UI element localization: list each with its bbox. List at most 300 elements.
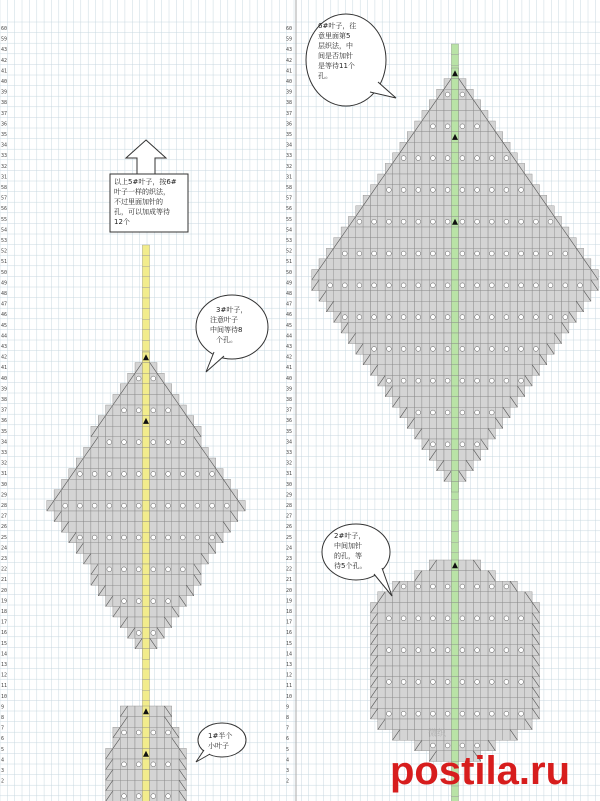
callout-leaf3-line: 注意叶子 <box>210 316 238 324</box>
center-stitch <box>451 227 458 238</box>
stitch-cell <box>356 301 363 312</box>
stitch-cell <box>179 511 186 522</box>
stitch-cell <box>510 195 517 206</box>
stitch-cell <box>120 447 127 458</box>
stitch-cell <box>510 365 517 376</box>
eyelet-hole <box>122 472 127 477</box>
stitch-cell <box>473 666 480 677</box>
stitch-cell <box>459 195 466 206</box>
row-number: 3 <box>286 768 290 774</box>
eyelet-hole <box>460 584 465 589</box>
stitch-cell <box>209 490 216 501</box>
row-number: 58 <box>1 185 8 191</box>
stitch-cell <box>363 269 370 280</box>
row-number: 57 <box>286 195 293 202</box>
stitch-cell <box>135 706 142 717</box>
stitch-cell <box>525 259 532 270</box>
row-number: 37 <box>286 110 293 117</box>
eyelet-hole <box>475 584 480 589</box>
stitch-cell <box>444 100 451 111</box>
row-number: 2 <box>286 778 290 785</box>
center-stitch <box>451 613 458 624</box>
stitch-cell <box>164 416 171 427</box>
stitch-cell <box>481 645 488 656</box>
stitch-cell <box>415 322 422 333</box>
stitch-cell <box>503 269 510 280</box>
stitch-cell <box>510 354 517 365</box>
stitch-cell <box>407 238 414 249</box>
stitch-cell <box>69 500 76 511</box>
stitch-cell <box>459 322 466 333</box>
stitch-cell <box>385 634 392 645</box>
stitch-cell <box>150 384 157 395</box>
center-stitch <box>142 479 149 490</box>
stitch-cell <box>437 206 444 217</box>
stitch-cell <box>179 426 186 437</box>
stitch-cell <box>407 397 414 408</box>
eyelet-hole <box>210 535 215 540</box>
row-number: 7 <box>286 725 290 732</box>
stitch-cell <box>422 428 429 439</box>
row-number: 46 <box>1 312 8 319</box>
stitch-cell <box>444 132 451 143</box>
stitch-cell <box>488 365 495 376</box>
stitch-cell <box>98 511 105 522</box>
stitch-cell <box>459 698 466 709</box>
eyelet-hole <box>78 535 83 540</box>
stitch-cell <box>437 592 444 603</box>
callout-leaf2-line: 的孔，等 <box>334 552 362 560</box>
stem-stitch <box>142 330 149 341</box>
stitch-cell <box>186 447 193 458</box>
eyelet-hole <box>489 648 494 653</box>
row-number: 30 <box>286 481 293 488</box>
stitch-cell <box>106 543 113 554</box>
stitch-cell <box>444 269 451 280</box>
stitch-cell <box>444 206 451 217</box>
stitch-cell <box>510 677 517 688</box>
stitch-cell <box>385 206 392 217</box>
eyelet-hole <box>107 472 112 477</box>
stitch-cell <box>164 426 171 437</box>
stitch-cell <box>429 142 436 153</box>
stitch-cell <box>400 698 407 709</box>
stitch-cell <box>113 522 120 533</box>
stitch-cell <box>547 333 554 344</box>
stitch-cell <box>120 748 127 759</box>
eyelet-hole <box>78 503 83 508</box>
stitch-cell <box>481 730 488 741</box>
stitch-cell <box>415 132 422 143</box>
callout-leaf1-line: 小叶子 <box>208 742 229 750</box>
row-number: 34 <box>286 142 293 149</box>
stitch-cell <box>437 386 444 397</box>
stitch-cell <box>503 163 510 174</box>
eyelet-hole <box>431 616 436 621</box>
stitch-cell <box>106 490 113 501</box>
stitch-cell <box>503 602 510 613</box>
stitch-cell <box>157 458 164 469</box>
eyelet-hole <box>180 440 185 445</box>
stitch-cell <box>437 407 444 418</box>
row-number: 23 <box>286 556 293 562</box>
stitch-cell <box>157 791 164 801</box>
stitch-cell <box>525 645 532 656</box>
stitch-cell <box>459 301 466 312</box>
stitch-cell <box>510 174 517 185</box>
stitch-cell <box>532 259 539 270</box>
stitch-cell <box>135 416 142 427</box>
stitch-cell <box>429 322 436 333</box>
stitch-cell <box>363 291 370 302</box>
row-number: 27 <box>1 513 8 520</box>
stitch-cell <box>473 418 480 429</box>
stitch-cell <box>179 585 186 596</box>
center-stitch <box>142 384 149 395</box>
eyelet-hole <box>475 410 480 415</box>
stitch-cell <box>120 575 127 586</box>
stitch-cell <box>98 522 105 533</box>
callout-top-left-line: 以上5#叶子，按6# <box>114 178 177 186</box>
stitch-cell <box>76 490 83 501</box>
stitch-cell <box>437 132 444 143</box>
eyelet-hole <box>475 442 480 447</box>
eyelet-hole <box>475 378 480 383</box>
stitch-cell <box>532 227 539 238</box>
stitch-cell <box>128 447 135 458</box>
stitch-cell <box>186 479 193 490</box>
stitch-cell <box>393 291 400 302</box>
stitch-cell <box>172 759 179 770</box>
stitch-cell <box>113 575 120 586</box>
stitch-cell <box>415 195 422 206</box>
stitch-cell <box>547 227 554 238</box>
stitch-cell <box>128 759 135 770</box>
stitch-cell <box>150 479 157 490</box>
stitch-cell <box>495 142 502 153</box>
stitch-cell <box>503 206 510 217</box>
stitch-cell <box>437 163 444 174</box>
eyelet-hole <box>460 251 465 256</box>
stitch-cell <box>157 717 164 728</box>
stitch-cell <box>91 553 98 564</box>
stitch-cell <box>422 322 429 333</box>
stitch-cell <box>150 606 157 617</box>
stitch-cell <box>393 375 400 386</box>
stitch-cell <box>98 447 105 458</box>
stitch-cell <box>429 592 436 603</box>
stitch-cell <box>326 291 333 302</box>
stitch-cell <box>120 479 127 490</box>
stitch-cell <box>422 227 429 238</box>
stitch-cell <box>466 439 473 450</box>
stitch-cell <box>473 365 480 376</box>
stitch-cell <box>172 564 179 575</box>
row-number: 20 <box>1 587 8 594</box>
callout-leaf3-line: 3#叶子， <box>216 306 248 314</box>
row-number: 47 <box>286 301 293 308</box>
eyelet-hole <box>534 219 539 224</box>
eyelet-hole <box>489 584 494 589</box>
stitch-cell <box>172 469 179 480</box>
stitch-cell <box>91 543 98 554</box>
row-number: 16 <box>1 630 8 637</box>
stem-stitch <box>142 298 149 309</box>
stitch-cell <box>422 238 429 249</box>
callout-top-left-line: 12个 <box>114 218 130 226</box>
stitch-cell <box>437 248 444 259</box>
stitch-cell <box>84 532 91 543</box>
row-number: 6 <box>1 736 5 743</box>
stitch-cell <box>128 738 135 749</box>
stitch-cell <box>444 687 451 698</box>
stitch-cell <box>201 479 208 490</box>
row-number: 23 <box>1 556 8 562</box>
eyelet-hole <box>387 283 392 288</box>
stitch-cell <box>503 397 510 408</box>
stitch-cell <box>128 532 135 543</box>
stitch-cell <box>569 248 576 259</box>
stitch-cell <box>540 259 547 270</box>
stitch-cell <box>459 354 466 365</box>
stitch-cell <box>378 322 385 333</box>
stitch-cell <box>128 511 135 522</box>
stitch-cell <box>363 248 370 259</box>
stitch-cell <box>488 592 495 603</box>
row-number: 29 <box>1 492 8 499</box>
eyelet-hole <box>460 283 465 288</box>
stitch-cell <box>532 206 539 217</box>
stitch-cell <box>128 384 135 395</box>
eyelet-hole <box>136 730 141 735</box>
stitch-cell <box>510 602 517 613</box>
row-number: 22 <box>1 566 8 573</box>
stitch-cell <box>407 645 414 656</box>
row-number: 14 <box>1 651 8 658</box>
eyelet-hole <box>401 680 406 685</box>
stitch-cell <box>488 259 495 270</box>
stitch-cell <box>459 460 466 471</box>
stitch-cell <box>407 333 414 344</box>
stitch-cell <box>128 727 135 738</box>
stitch-cell <box>407 354 414 365</box>
eyelet-hole <box>504 378 509 383</box>
stitch-cell <box>429 428 436 439</box>
stitch-cell <box>459 687 466 698</box>
eyelet-hole <box>489 347 494 352</box>
eyelet-hole <box>563 283 568 288</box>
stitch-cell <box>525 291 532 302</box>
stitch-cell <box>194 511 201 522</box>
stitch-cell <box>150 780 157 791</box>
stitch-cell <box>407 708 414 719</box>
stitch-cell <box>378 301 385 312</box>
row-number: 42 <box>286 354 293 361</box>
stitch-cell <box>554 322 561 333</box>
stitch-cell <box>481 269 488 280</box>
stitch-cell <box>407 677 414 688</box>
eyelet-hole <box>445 92 450 97</box>
center-stitch <box>451 581 458 592</box>
stitch-cell <box>503 687 510 698</box>
eyelet-hole <box>489 156 494 161</box>
stitch-cell <box>481 407 488 418</box>
stitch-cell <box>164 447 171 458</box>
stitch-cell <box>186 553 193 564</box>
stitch-cell <box>150 617 157 628</box>
stitch-cell <box>128 405 135 416</box>
stitch-cell <box>400 259 407 270</box>
stitch-cell <box>540 216 547 227</box>
callout-leaf3-line: 中间等待8 <box>210 326 243 334</box>
stitch-cell <box>400 386 407 397</box>
eyelet-hole <box>504 219 509 224</box>
eyelet-hole <box>489 219 494 224</box>
stem-stitch <box>142 287 149 298</box>
eyelet-hole <box>445 442 450 447</box>
stitch-cell <box>437 677 444 688</box>
row-number: 55 <box>286 216 293 223</box>
stem-stitch <box>142 680 149 691</box>
stitch-cell <box>503 655 510 666</box>
eyelet-hole <box>548 219 553 224</box>
stitch-cell <box>503 354 510 365</box>
eyelet-hole <box>92 535 97 540</box>
eyelet-hole <box>195 472 200 477</box>
stitch-cell <box>157 585 164 596</box>
stitch-cell <box>172 770 179 781</box>
stitch-cell <box>503 698 510 709</box>
stitch-cell <box>444 602 451 613</box>
center-stitch <box>142 638 149 649</box>
stitch-cell <box>488 655 495 666</box>
stitch-cell <box>113 405 120 416</box>
row-number: 46 <box>286 312 293 319</box>
row-number: 25 <box>1 534 8 541</box>
stitch-cell <box>150 585 157 596</box>
stitch-cell <box>164 606 171 617</box>
stitch-cell <box>510 708 517 719</box>
stitch-cell <box>466 206 473 217</box>
stitch-cell <box>473 730 480 741</box>
stitch-cell <box>98 543 105 554</box>
stitch-cell <box>393 666 400 677</box>
eyelet-hole <box>372 315 377 320</box>
stitch-cell <box>488 624 495 635</box>
center-stitch <box>142 543 149 554</box>
eyelet-hole <box>489 283 494 288</box>
stitch-cell <box>422 163 429 174</box>
stitch-cell <box>569 280 576 291</box>
row-number: 39 <box>286 89 293 96</box>
center-stitch <box>451 698 458 709</box>
center-stitch <box>451 439 458 450</box>
center-stitch <box>451 142 458 153</box>
row-number: 32 <box>286 163 293 170</box>
stitch-cell <box>488 227 495 238</box>
stitch-cell <box>179 447 186 458</box>
eyelet-hole <box>166 762 171 767</box>
stitch-cell <box>459 238 466 249</box>
row-number: 12 <box>1 672 8 679</box>
stitch-cell <box>393 259 400 270</box>
stitch-cell <box>444 301 451 312</box>
stitch-cell <box>393 634 400 645</box>
eyelet-hole <box>445 616 450 621</box>
stitch-cell <box>429 655 436 666</box>
stitch-cell <box>429 269 436 280</box>
left-row-numbers <box>1 26 7 785</box>
stitch-cell <box>466 110 473 121</box>
stitch-cell <box>459 602 466 613</box>
eyelet-hole <box>416 283 421 288</box>
stitch-cell <box>216 500 223 511</box>
stitch-cell <box>466 280 473 291</box>
eyelet-hole <box>387 378 392 383</box>
stitch-cell <box>518 592 525 603</box>
stitch-cell <box>481 655 488 666</box>
stitch-cell <box>481 322 488 333</box>
eyelet-hole <box>504 648 509 653</box>
stitch-cell <box>437 687 444 698</box>
center-stitch <box>451 571 458 582</box>
stitch-cell <box>459 227 466 238</box>
row-number: 39 <box>1 89 8 96</box>
stitch-cell <box>415 301 422 312</box>
stitch-cell <box>444 238 451 249</box>
stitch-cell <box>444 291 451 302</box>
stitch-cell <box>363 322 370 333</box>
stitch-cell <box>459 110 466 121</box>
stitch-cell <box>444 428 451 439</box>
row-number: 26 <box>286 524 293 531</box>
stitch-cell <box>407 602 414 613</box>
stitch-cell <box>98 469 105 480</box>
stitch-cell <box>128 500 135 511</box>
stitch-cell <box>481 206 488 217</box>
stitch-cell <box>437 142 444 153</box>
stitch-cell <box>473 301 480 312</box>
stem-stitch <box>451 500 458 511</box>
center-stitch <box>451 110 458 121</box>
stitch-cell <box>466 634 473 645</box>
stitch-cell <box>157 447 164 458</box>
stitch-cell <box>473 592 480 603</box>
stitch-cell <box>378 613 385 624</box>
eyelet-hole <box>431 378 436 383</box>
row-number: 43 <box>286 344 293 350</box>
row-number: 19 <box>1 598 8 605</box>
center-stitch <box>451 397 458 408</box>
row-number: 29 <box>286 492 293 499</box>
stitch-cell <box>569 291 576 302</box>
eyelet-hole <box>519 283 524 288</box>
stitch-cell <box>120 606 127 617</box>
stitch-cell <box>473 163 480 174</box>
stitch-cell <box>473 397 480 408</box>
stitch-cell <box>473 333 480 344</box>
stitch-cell <box>106 458 113 469</box>
stitch-cell <box>164 490 171 501</box>
stitch-cell <box>385 238 392 249</box>
stitch-cell <box>98 532 105 543</box>
stitch-cell <box>164 458 171 469</box>
stitch-cell <box>385 698 392 709</box>
stitch-cell <box>429 333 436 344</box>
stitch-cell <box>172 522 179 533</box>
stitch-cell <box>422 142 429 153</box>
stitch-cell <box>525 206 532 217</box>
